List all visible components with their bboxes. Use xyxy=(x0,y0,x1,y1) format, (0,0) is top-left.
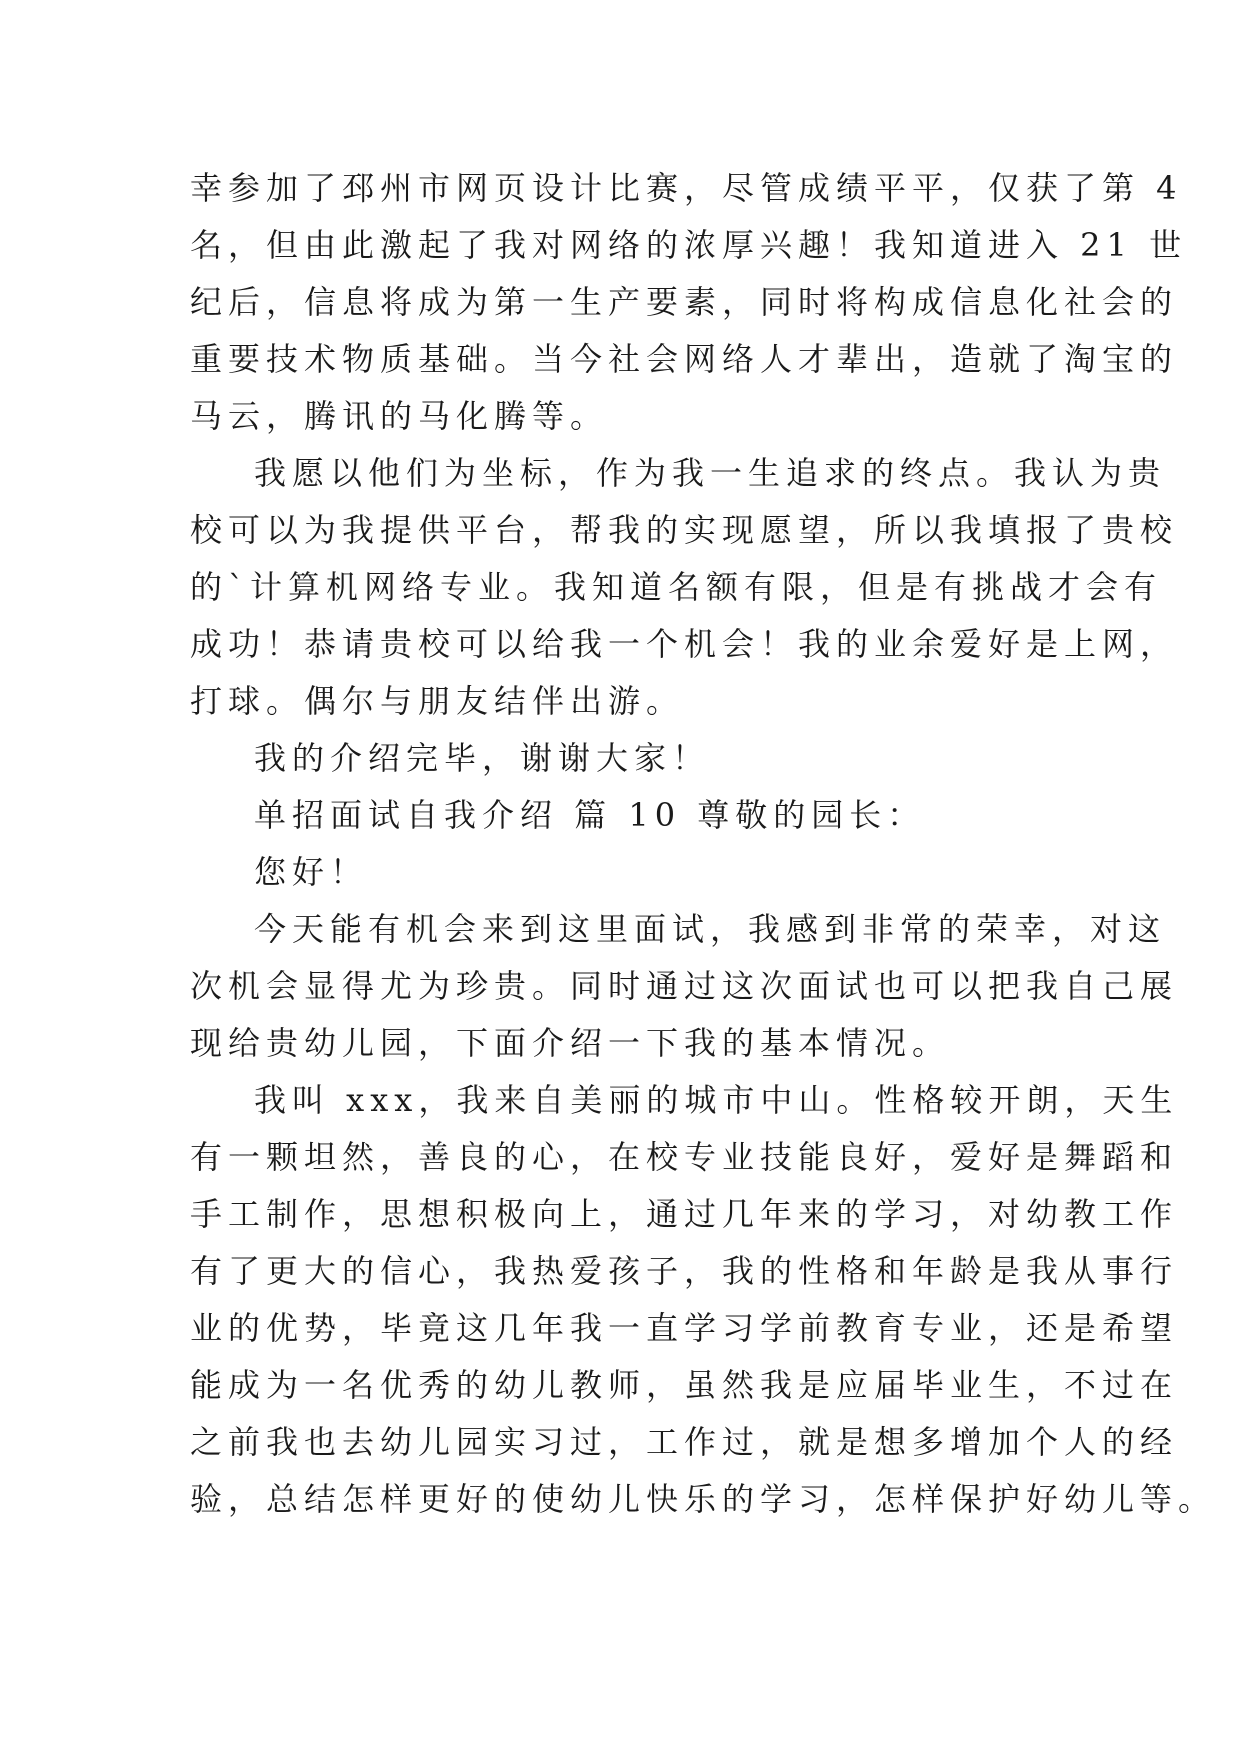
text-line-21: 业的优势，毕竟这几年我一直学习学前教育专业，还是希望 xyxy=(190,1309,1179,1347)
text-line-8: 的`计算机网络专业。我知道名额有限，但是有挑战才会有 xyxy=(190,568,1163,606)
text-line-16: 现给贵幼儿园，下面介绍一下我的基本情况。 xyxy=(190,1024,951,1062)
text-line-24: 验，总结怎样更好的使幼儿快乐的学习，怎样保护好幼儿等。 xyxy=(190,1480,1217,1518)
text-line-20: 有了更大的信心，我热爱孩子，我的性格和年龄是我从事行 xyxy=(190,1252,1179,1290)
text-line-7: 校可以为我提供平台，帮我的实现愿望，所以我填报了贵校 xyxy=(190,511,1179,549)
text-line-13: 您好！ xyxy=(254,853,369,891)
text-line-22: 能成为一名优秀的幼儿教师，虽然我是应届毕业生，不过在 xyxy=(190,1366,1179,1404)
text-line-11: 我的介绍完毕，谢谢大家！ xyxy=(254,739,711,777)
text-line-6: 我愿以他们为坐标，作为我一生追求的终点。我认为贵 xyxy=(254,454,1167,492)
text-line-4: 重要技术物质基础。当今社会网络人才辈出，造就了淘宝的 xyxy=(190,340,1179,378)
section-heading: 单招面试自我介绍 篇 10 尊敬的园长： xyxy=(254,796,926,834)
text-line-9: 成功！恭请贵校可以给我一个机会！我的业余爱好是上网， xyxy=(190,625,1179,663)
text-line-10: 打球。偶尔与朋友结伴出游。 xyxy=(190,682,685,720)
text-line-15: 次机会显得尤为珍贵。同时通过这次面试也可以把我自己展 xyxy=(190,967,1179,1005)
text-line-1: 幸参加了邳州市网页设计比赛，尽管成绩平平，仅获了第 4 xyxy=(190,169,1183,207)
text-line-14: 今天能有机会来到这里面试，我感到非常的荣幸，对这 xyxy=(254,910,1167,948)
text-line-17: 我叫 xxx，我来自美丽的城市中山。性格较开朗，天生 xyxy=(254,1081,1179,1119)
text-line-5: 马云，腾讯的马化腾等。 xyxy=(190,397,609,435)
text-line-23: 之前我也去幼儿园实习过，工作过，就是想多增加个人的经 xyxy=(190,1423,1179,1461)
text-line-19: 手工制作，思想积极向上，通过几年来的学习，对幼教工作 xyxy=(190,1195,1179,1233)
text-line-18: 有一颗坦然，善良的心，在校专业技能良好，爱好是舞蹈和 xyxy=(190,1138,1179,1176)
text-line-2: 名，但由此激起了我对网络的浓厚兴趣！我知道进入 21 世 xyxy=(190,226,1188,264)
text-line-3: 纪后，信息将成为第一生产要素，同时将构成信息化社会的 xyxy=(190,283,1179,321)
